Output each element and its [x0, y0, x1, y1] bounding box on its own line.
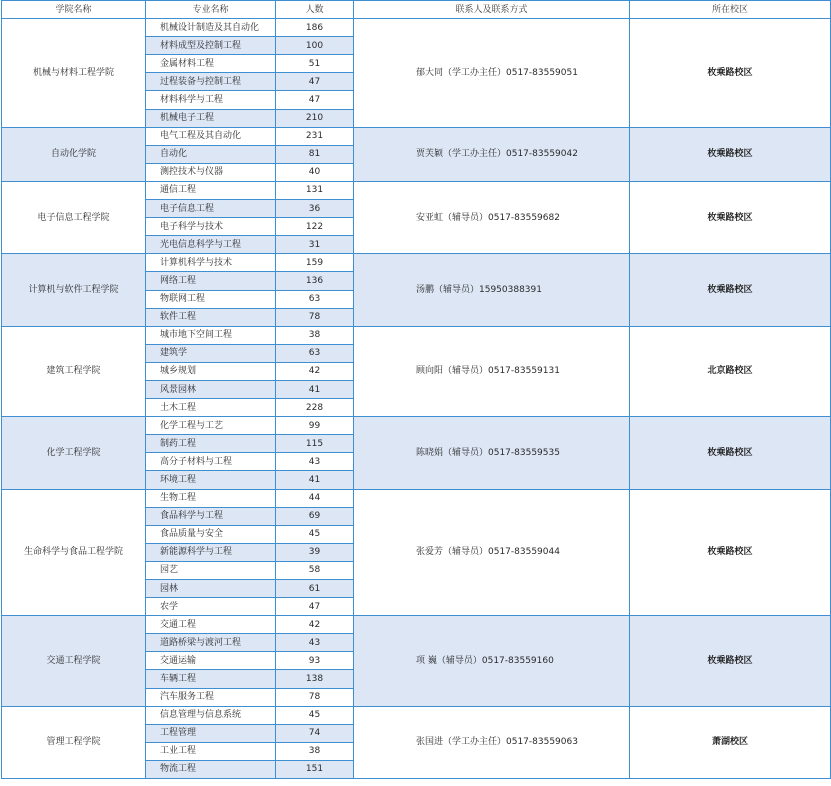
- major-count: 159: [276, 254, 354, 272]
- major-name: 新能源科学与工程: [146, 543, 276, 561]
- header-college: 学院名称: [2, 1, 146, 19]
- major-count: 38: [276, 742, 354, 760]
- college-group: [2, 19, 831, 128]
- major-name: 过程装备与控制工程: [146, 73, 276, 91]
- college-group: [2, 127, 831, 181]
- major-count: 99: [276, 417, 354, 435]
- campus-name: 枚乘路校区: [630, 127, 831, 181]
- campus-name: 萧湖校区: [630, 706, 831, 778]
- major-count: 41: [276, 380, 354, 398]
- major-name: 车辆工程: [146, 670, 276, 688]
- major-count: 47: [276, 598, 354, 616]
- campus-name: 枚乘路校区: [630, 417, 831, 489]
- major-count: 231: [276, 127, 354, 145]
- college-name: 交通工程学院: [2, 616, 146, 706]
- campus-name: 枚乘路校区: [630, 181, 831, 253]
- major-name: 高分子材料与工程: [146, 453, 276, 471]
- major-count: 36: [276, 200, 354, 218]
- major-count: 69: [276, 507, 354, 525]
- major-name: 农学: [146, 598, 276, 616]
- table-row: [2, 326, 831, 344]
- major-count: 51: [276, 55, 354, 73]
- major-name: 道路桥梁与渡河工程: [146, 634, 276, 652]
- major-count: 78: [276, 688, 354, 706]
- major-name: 园林: [146, 580, 276, 598]
- major-name: 电气工程及其自动化: [146, 127, 276, 145]
- major-count: 42: [276, 362, 354, 380]
- campus-name: 枚乘路校区: [630, 616, 831, 706]
- contact-info: 顾向阳（辅导员）0517-83559131: [354, 326, 630, 416]
- major-name: 风景园林: [146, 380, 276, 398]
- major-count: 41: [276, 471, 354, 489]
- campus-name: 北京路校区: [630, 326, 831, 416]
- campus-name: 枚乘路校区: [630, 254, 831, 326]
- table-row: [2, 706, 831, 724]
- major-name: 物联网工程: [146, 290, 276, 308]
- major-count: 47: [276, 73, 354, 91]
- major-name: 食品质量与安全: [146, 525, 276, 543]
- major-name: 通信工程: [146, 181, 276, 199]
- major-count: 151: [276, 760, 354, 778]
- major-count: 74: [276, 724, 354, 742]
- major-count: 42: [276, 616, 354, 634]
- major-name: 环境工程: [146, 471, 276, 489]
- major-name: 机械设计制造及其自动化: [146, 19, 276, 37]
- contact-info: 贾芙颖（学工办主任）0517-83559042: [354, 127, 630, 181]
- college-group: [2, 489, 831, 616]
- major-count: 39: [276, 543, 354, 561]
- major-count: 38: [276, 326, 354, 344]
- major-count: 138: [276, 670, 354, 688]
- campus-name: 枚乘路校区: [630, 19, 831, 128]
- major-name: 软件工程: [146, 308, 276, 326]
- major-name: 电子科学与技术: [146, 218, 276, 236]
- college-group: [2, 254, 831, 326]
- contact-info: 安亚虹（辅导员）0517-83559682: [354, 181, 630, 253]
- contact-info: 张爱芳（辅导员）0517-83559044: [354, 489, 630, 616]
- major-count: 131: [276, 181, 354, 199]
- major-name: 生物工程: [146, 489, 276, 507]
- header-major: 专业名称: [146, 1, 276, 19]
- table-row: [2, 254, 831, 272]
- major-count: 93: [276, 652, 354, 670]
- major-count: 44: [276, 489, 354, 507]
- major-name: 建筑学: [146, 344, 276, 362]
- contact-info: 项 巍（辅导员）0517-83559160: [354, 616, 630, 706]
- major-count: 100: [276, 37, 354, 55]
- college-group: [2, 616, 831, 706]
- major-name: 测控技术与仪器: [146, 163, 276, 181]
- campus-name: 枚乘路校区: [630, 489, 831, 616]
- major-count: 210: [276, 109, 354, 127]
- enrollment-table: [1, 0, 831, 779]
- major-name: 工程管理: [146, 724, 276, 742]
- major-name: 电子信息工程: [146, 200, 276, 218]
- major-name: 土木工程: [146, 399, 276, 417]
- major-count: 40: [276, 163, 354, 181]
- college-name: 建筑工程学院: [2, 326, 146, 416]
- major-name: 光电信息科学与工程: [146, 236, 276, 254]
- header-campus: 所在校区: [630, 1, 831, 19]
- major-count: 45: [276, 525, 354, 543]
- college-name: 机械与材料工程学院: [2, 19, 146, 128]
- contact-info: 汤鹏（辅导员）15950388391: [354, 254, 630, 326]
- table-row: [2, 127, 831, 145]
- college-name: 自动化学院: [2, 127, 146, 181]
- major-count: 115: [276, 435, 354, 453]
- major-name: 自动化: [146, 145, 276, 163]
- major-count: 47: [276, 91, 354, 109]
- header-row: [2, 1, 831, 19]
- college-name: 计算机与软件工程学院: [2, 254, 146, 326]
- major-count: 63: [276, 290, 354, 308]
- college-name: 管理工程学院: [2, 706, 146, 778]
- major-name: 工业工程: [146, 742, 276, 760]
- major-name: 网络工程: [146, 272, 276, 290]
- major-count: 45: [276, 706, 354, 724]
- major-count: 122: [276, 218, 354, 236]
- major-name: 材料成型及控制工程: [146, 37, 276, 55]
- contact-info: 张国进（学工办主任）0517-83559063: [354, 706, 630, 778]
- table-row: [2, 489, 831, 507]
- major-name: 城乡规划: [146, 362, 276, 380]
- major-count: 43: [276, 634, 354, 652]
- major-count: 31: [276, 236, 354, 254]
- major-name: 计算机科学与技术: [146, 254, 276, 272]
- major-count: 43: [276, 453, 354, 471]
- college-group: [2, 706, 831, 778]
- table-row: [2, 417, 831, 435]
- major-name: 交通运输: [146, 652, 276, 670]
- table-row: [2, 616, 831, 634]
- college-group: [2, 417, 831, 489]
- major-name: 园艺: [146, 561, 276, 579]
- major-name: 信息管理与信息系统: [146, 706, 276, 724]
- college-name: 生命科学与食品工程学院: [2, 489, 146, 616]
- major-count: 186: [276, 19, 354, 37]
- contact-info: 陈晓娟（辅导员）0517-83559535: [354, 417, 630, 489]
- major-count: 228: [276, 399, 354, 417]
- major-name: 汽车服务工程: [146, 688, 276, 706]
- major-count: 81: [276, 145, 354, 163]
- major-name: 化学工程与工艺: [146, 417, 276, 435]
- major-name: 交通工程: [146, 616, 276, 634]
- major-name: 制药工程: [146, 435, 276, 453]
- major-name: 材料科学与工程: [146, 91, 276, 109]
- major-count: 61: [276, 580, 354, 598]
- college-group: [2, 326, 831, 416]
- major-count: 78: [276, 308, 354, 326]
- header-count: 人数: [276, 1, 354, 19]
- table-row: [2, 19, 831, 37]
- major-count: 58: [276, 561, 354, 579]
- major-name: 食品科学与工程: [146, 507, 276, 525]
- college-group: [2, 181, 831, 253]
- contact-info: 郁大同（学工办主任）0517-83559051: [354, 19, 630, 128]
- major-name: 机械电子工程: [146, 109, 276, 127]
- table-row: [2, 181, 831, 199]
- major-name: 物流工程: [146, 760, 276, 778]
- college-name: 化学工程学院: [2, 417, 146, 489]
- major-name: 金属材料工程: [146, 55, 276, 73]
- major-count: 63: [276, 344, 354, 362]
- header-contact: 联系人及联系方式: [354, 1, 630, 19]
- major-count: 136: [276, 272, 354, 290]
- college-name: 电子信息工程学院: [2, 181, 146, 253]
- major-name: 城市地下空间工程: [146, 326, 276, 344]
